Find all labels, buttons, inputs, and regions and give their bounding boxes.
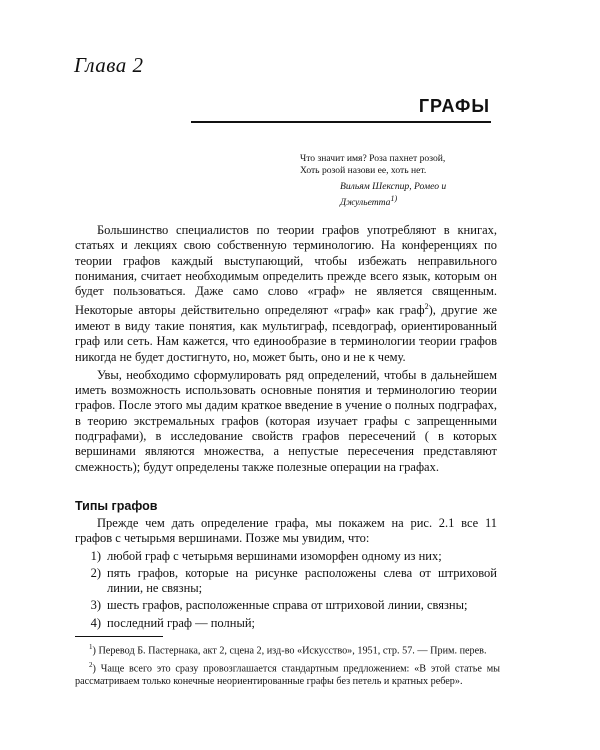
section-heading: Типы графов <box>75 499 158 513</box>
epigraph-line-2: Хоть розой назови ее, хоть нет. <box>300 165 427 176</box>
epigraph-attribution-1: Вильям Шекспир, Ромео и <box>340 181 447 192</box>
intro-paragraph-1 <box>75 223 497 365</box>
list-item <box>75 549 497 564</box>
epigraph-line-1: Что значит имя? Роза пахнет розой, <box>300 153 446 164</box>
intro-text <box>75 223 497 475</box>
epigraph <box>300 153 500 209</box>
intro-p1-part-a: Большинство специалистов по теории графов употребляют в книгах, статьях и лекциях свою собственную терминологию. На конференциях по теории графов каждый выступающий, чтобы избежать неправильного понимания, считает необходимым определить прежде всего язык, которым он будет пользоваться. Даже само слово «граф» не является священным. Некоторые авторы действительно определяют «граф» как граф <box>75 223 497 318</box>
footnote-1 <box>75 641 500 658</box>
footnote-2-text: ) Чаще всего это сразу провозглашается стандартным предложением: «В этой статье мы рассматриваем только конечные неориентированные графы без петель и кратных ребер». <box>75 663 500 687</box>
property-list <box>75 549 497 631</box>
epigraph-attribution-work: Джульетта <box>340 197 391 209</box>
list-item <box>75 616 497 631</box>
footnote-2-mark: 2 <box>89 660 93 669</box>
list-item-number: 2) <box>90 565 101 580</box>
intro-p1-footnote-mark: 2 <box>424 302 429 312</box>
list-item-text: любой граф с четырьмя вершинами изоморфен одному из них; <box>107 548 442 563</box>
intro-paragraph-2: Увы, необходимо сформулировать ряд определений, чтобы в дальнейшем иметь возможность использовать основные понятия и терминологию теории графов. После этого мы дадим краткое введение в учение о полных подграфах, в теорию экстремальных графов (которая изучает графы с запрещенными подграфами), в исследование свойств графов пересечений ( в которых вершинами являются множества, а непустые пересечения представляют смежность); будут определены также полезные операции на графах. <box>75 367 497 474</box>
list-item-text: шесть графов, расположенные справа от штриховой линии, связны; <box>107 598 468 613</box>
section-paragraph-1: Прежде чем дать определение графа, мы покажем на рис. 2.1 все 11 графов с четырьмя вершинами. Позже мы увидим, что: <box>75 516 497 546</box>
list-item-number: 4) <box>90 615 101 630</box>
list-item <box>75 598 497 613</box>
intro-p1-part-b: ), другие же имеют в виду такие понятия, как мультиграф, псевдограф, ориентированный граф или сеть. Нам кажется, что единообразие в терминологии теории графов никогда не будет достигнуто, но, может быть, оно и не к чему. <box>75 303 497 364</box>
list-item <box>75 566 497 597</box>
list-item-text: последний граф — полный; <box>107 615 256 630</box>
footnote-rule <box>75 636 163 637</box>
title-rule <box>191 121 491 123</box>
section-text <box>75 516 497 631</box>
list-item-number: 3) <box>90 598 101 613</box>
footnotes <box>75 641 500 690</box>
epigraph-attribution-2 <box>300 193 500 209</box>
footnote-1-mark: 1 <box>89 643 93 651</box>
list-item-text: пять графов, которые на рисунке расположены слева от штриховой линии, не связны; <box>107 565 497 596</box>
list-item-number: 1) <box>90 548 101 563</box>
footnote-2 <box>75 659 500 689</box>
chapter-label: Глава 2 <box>74 53 144 77</box>
chapter-title: ГРАФЫ <box>418 96 490 116</box>
footnote-1-text: ) Перевод Б. Пастернака, акт 2, сцена 2, изд-во «Искусство», 1951, стр. 57. — Прим. перев. <box>92 645 487 657</box>
epigraph-footnote-mark: 1) <box>390 194 398 203</box>
